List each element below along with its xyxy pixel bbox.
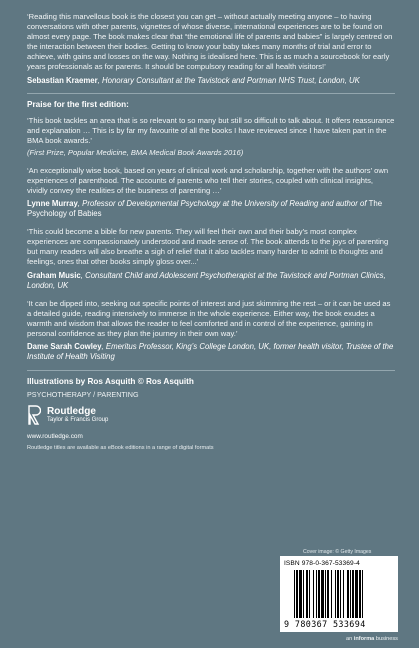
back-cover-text (27, 12, 395, 451)
top-quote-role: , Honorary Consultant at the Tavistock and Portman NHS Trust, London, UK (97, 75, 360, 85)
review-2-book: The Psychology of Babies (27, 199, 383, 219)
barcode-icon (294, 570, 386, 618)
top-quote-text: ‘Reading this marvellous book is the closest you can get – without actually meeting anyone – to having conversations with other parents, vignettes of whose diverse, international experiences are to be found on almost every page. The book makes clear that “the emotional life of parents and babies” is largely centred on the interaction between their bodies. Getting to know your baby takes many months of trial and error to achieve, with gains and losses on the way. Nothing is idealised here. This is as much a sourcebook for early years professionals as for parents. It should be compulsory reading for all health visitors!’ (27, 12, 393, 72)
illustrations-credit: Illustrations by Ros Asquith © Ros Asquith (27, 376, 194, 386)
publisher-url[interactable]: www.routledge.com (27, 432, 83, 440)
review-1-source: (First Prize, Popular Medicine, BMA Medical Book Awards 2016) (27, 147, 244, 157)
top-quote-name: Sebastian Kraemer (27, 75, 98, 85)
barcode-panel (280, 556, 398, 632)
barcode-digits: 9 780367 533694 (284, 619, 366, 629)
review-1-text: ‘This book tackles an area that is so relevant to so many but still so difficult to talk about. It offers reassurance and explanation … This is by far my favourite of all the books I have reviewed since I have taken part in the BMA book awards.’ (27, 115, 395, 145)
top-quote-attribution (27, 76, 395, 86)
review-2-name: Lynne Murray (27, 199, 78, 209)
informa-brand: informa (353, 636, 375, 642)
review-2 (27, 166, 395, 219)
review-2-role: , Professor of Developmental Psychology at the University of Reading and author of (77, 199, 369, 209)
praise-heading: Praise for the first edition: (27, 99, 129, 109)
review-3-attribution (27, 271, 395, 291)
review-3-name: Graham Music (27, 270, 81, 280)
review-3 (27, 227, 395, 290)
review-4-attribution (27, 342, 395, 362)
publisher-name: Routledge (47, 405, 96, 417)
ebook-note: Routledge titles are available as eBook editions in a range of digital formats (27, 444, 214, 451)
review-4-text: ‘It can be dipped into, seeking out specific points of interest and just skimming the rest – or it can be used as a detailed guide, reading intensively to immerse in the whole experience. Either way, the book exudes a warmth and wisdom that allows the reader to feel comforted and in control of the experience, gaining in personal confidence as they plan the journey in their own way.’ (27, 298, 391, 338)
review-4-role: , Emeritus Professor, King’s College London, UK, former health visitor, Trustee of the Institute of Health Visiting (27, 341, 394, 361)
cover-image-credit: Cover image: © Getty Images (303, 549, 372, 555)
review-2-text: ‘An exceptionally wise book, based on years of clinical work and scholarship, together with the authors’ own experiences of parenthood. The accounts of parents who tell their stories, coupled with clinical insights, vividly convey the realities of the business of parenting …’ (27, 165, 389, 196)
review-1 (27, 116, 395, 158)
informa-tagline (346, 636, 398, 642)
review-4-name: Dame Sarah Cowley (27, 341, 102, 351)
informa-suffix: business (374, 636, 398, 642)
publisher-logo (27, 405, 395, 425)
routledge-logo-icon (27, 405, 41, 425)
informa-prefix: an (346, 636, 354, 642)
category-label: PSYCHOTHERAPY / PARENTING (27, 389, 139, 399)
review-4 (27, 299, 395, 362)
isbn-text: ISBN 978-0-367-53369-4 (284, 560, 360, 567)
review-3-role: , Consultant Child and Adolescent Psychotherapist at the Tavistock and Portman Clinics, London, UK (27, 270, 386, 290)
divider-top (27, 93, 395, 94)
review-2-attribution (27, 199, 395, 219)
publisher-subtitle: Taylor & Francis Group (47, 416, 109, 423)
review-3-text: ‘This could become a bible for new parents. They will feel their own and their baby’s most complex experiences are compassionately understood and made sense of. The book attends to the joys of parenting but many readers will also breathe a sigh of relief that it also tackles many harder to admit to thoughts and feelings, ones that other books simply gloss over...’ (27, 227, 389, 267)
divider-bottom (27, 370, 395, 371)
